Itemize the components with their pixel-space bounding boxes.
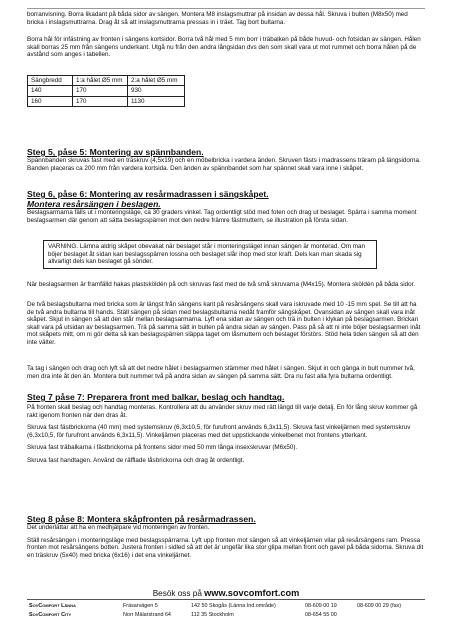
step8-heading: Steg 8 påse 8: Montera skåpfronten på resårmadrassen. [27, 514, 256, 524]
footer-city: 112 35 Stockholm [191, 612, 234, 618]
footer-phone: 08-609 00 19 [305, 603, 337, 609]
step8-text-1: Det underlättar att ha en medhjälpare vid monteringen av fronten. [27, 524, 210, 531]
table-cell: 140 [28, 86, 73, 96]
table-row [28, 86, 185, 96]
footer-city: 142 50 Skogås (Länna Ind.område) [191, 603, 276, 609]
footer-address: Norr Mälarstrand 64 [123, 612, 171, 618]
footer-phone: 08-654 55 00 [305, 612, 337, 618]
step8-section [27, 514, 425, 559]
after-paragraph-1 [27, 281, 425, 289]
table-header-cell: Sängbredd [28, 76, 73, 86]
after-text-3: Ta tag i sängen och drag och lyft så att det nedre hålet i beslagsarmen stämmer med hålet i sängen. Skjut in och gänga in bult nummer två, men dra inte åt den än. Montera bult nummer två på andra sidan av sängen på samma sätt. Dra nu fast alla fyra bultarna ordentligt. [27, 365, 415, 380]
document-page [27, 0, 425, 640]
visit-prefix: Besök oss på [152, 589, 202, 598]
table-cell: 170 [73, 96, 128, 106]
step7-text-3: Skruva fast träbalkarna i fästbrickorna på frontens sidor med 50 mm långa insexskruvar (M6x50). [27, 444, 298, 452]
table-row [28, 96, 185, 106]
table-cell: 930 [128, 86, 185, 96]
warning-box [43, 240, 377, 269]
step5-heading: Steg 5, påse 5: Montering av spännbanden. [27, 147, 204, 157]
table-cell: 160 [28, 96, 73, 106]
hole-distance-table [27, 75, 185, 107]
step8-text-2: Ställ resårsängen i monteringsläge med beslagsspärrarna. Lyft upp fronten mot sängen så att vinkeljärnen vilar på resårsängens ram. Pressa fronten mot resårsängens botten. Justera fronten i sidled så att det är ungefär lika stor glipa mellan front och gavel på båda sidorna. Skruva dit en träskruv (5x40) med bricka (6x16) i det ena vinkeljärnet. [27, 536, 424, 559]
step7-section [27, 392, 425, 465]
warning-text: VARNING. Lämna aldrig skåpet obevakat när beslaget står i monteringsläget innan sängen är monterad. Om man böjer beslaget åt sidan kan beslagsspärren lossna och beslaget slår ihop med stor kraft. Dels kan man skada sig allvarligt dels kan beslaget gå sönder. [48, 243, 365, 266]
step7-text-4: Skruva fast handtagen. Använd de räfflade låsbrickorna och drag åt ordentligt. [27, 456, 245, 464]
visit-line [27, 588, 425, 598]
step5-text: Spännbanden skruvas fast med en träskruv (4,5x19) och en möbelbricka i vardera änden. Skruven fästs i madrassens träram på längsidorna. Banden placeras ca 200 mm från vardera kortsida. Den änden av spännbandet som har spännet skall vara inne i skåpet. [27, 157, 421, 172]
step6-subheading: Montera resårsängen i beslagen. [27, 199, 161, 209]
step6-heading: Steg 6, påse 6: Montering av resårmadrassen i sängskåpet. [27, 189, 269, 199]
table-header-cell: 2:a hålet Ø5 mm [128, 76, 185, 86]
footer-company: SovComfort Länna [29, 603, 76, 609]
intro-text-2: Borra hål för infästning av fronten i sängens kortsidor. Borra två hål med 5 mm borr i träbalken på både huvud- och fotsidan av sängen. Hålen skall borras 25 mm från sängens underkant. Utgå nu från den andra långsidan dvs den som skall vara ut mot rummet och borra hålen på de avstånd som anges i tabellen. [27, 36, 421, 59]
footer-company: SovComfort City [29, 612, 72, 618]
after-text-1: När beslagsarmen är framfälld hakas plastsköldén på och skruvas fast med de två små skruvarna (M4x15). Montera sköldén på båda sidor. [27, 281, 416, 288]
footer-address: Fräsarvägen 5 [123, 603, 158, 609]
after-paragraph-2 [27, 301, 425, 347]
after-paragraph-3 [27, 365, 425, 380]
table-cell: 1130 [128, 96, 185, 106]
table-header-cell: 1:a hålet Ø5 mm [73, 76, 128, 86]
intro-text-1: borranvisning. Borra likadant på båda sidor av sängen. Montera M8 inslagsmuttrar på insidan av dessa hål. Skruva i bulten (M8x50) med bricka i inslagsmuttrarna. Drag åt så att inslagsmuttrarna pressas in i träet. Tag bort bultarna. [27, 11, 408, 26]
website-link[interactable]: www.sovcomfort.com [204, 588, 300, 598]
step7-text-1: På fronten skall beslag och handtag monteras. Kontrollera att du använder skruv med rätt längd till varje detalj. En för lång skruv kommer gå rakt igenom fronten när den dras åt. [27, 404, 418, 419]
table-header-row [28, 76, 185, 86]
footer-fax: 08-609 00 29 (fax) [357, 603, 402, 609]
step7-text-2: Skruva fast fästbrickorna (40 mm) med systemskruv (6,3x10,5, för furufront används 6,3x11,5). Skruva fast vinkeljärnen med systemskruv (6,3x10,5, för furufront används 6,3x11,5). Vinkeljärnen placeras med det uppstickande vinkelbenet mot frontens ytterkant. [27, 424, 411, 439]
after-text-2: De två beslagsbultarna med bricka som är längst från sängens kant på resårsängens skall vara iskruvade med 10 -15 mm spel. Se till att ha de två andra bultarna till hands. Ställ sängen på sidan med beslagsbultarna nedåt framför sängskåpet. Ovansidan av sängen skall vara inåt skåpet. Skjut in sängen så att den står mellan beslagsarmarna. Lyft ena sidan av sängen och trä in bulten i klykan på beslagsarmen. Brickan skall vara på utsidan av beslagsarmen. Trä på samma sätt in bulten på andra sidan av sängen. Pass på så att ni inte böjer beslagsarmen inåt mot skåpets mitt, om ni gör detta så kan beslagsspärren släppa taget om låsmuttern och beslaget förstörs. Stöd hela tiden sängen så att den inte välter. [27, 301, 421, 346]
table-cell: 170 [73, 86, 128, 96]
step5-section [27, 147, 425, 172]
intro-paragraph-2 [27, 36, 425, 59]
step7-heading: Steg 7 påse 7: Preparera front med balkar, beslag och handtag. [27, 392, 285, 402]
footer-rule [27, 599, 425, 600]
step6-section [27, 189, 425, 224]
intro-paragraph-1 [27, 11, 425, 26]
step6-text: Beslagsarmarna fälls ut i monteringsläge, ca 30 graders vinkel. Tag ordentligt stöd med foten och drag ut beslaget. Spärra i samma moment beslagsarmen där genom att sätta beslagsspärren mot den nedre främre fästmuttern, se illustration på första sidan. [27, 209, 417, 224]
